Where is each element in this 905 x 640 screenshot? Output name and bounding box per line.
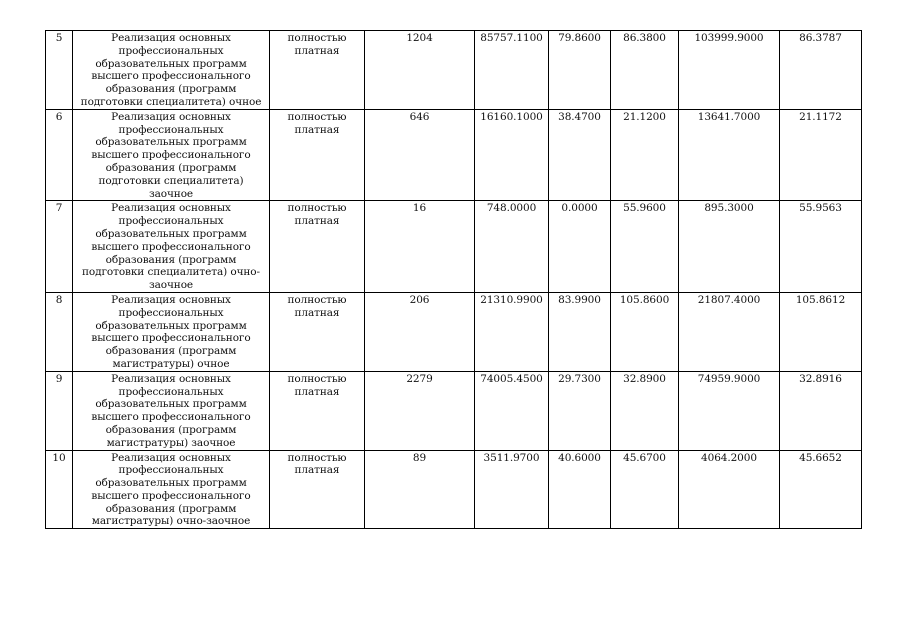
row-number-cell: 7 xyxy=(46,201,73,293)
payment-type-cell: полностью платная xyxy=(270,292,365,371)
service-name-cell: Реализация основных профессиональных образовательных программ высшего профессионального образования (программ магистратуры) заочное xyxy=(73,371,270,450)
value-cell-5: 13641.7000 xyxy=(679,109,780,201)
row-number-cell: 5 xyxy=(46,31,73,110)
value-cell-1: 646 xyxy=(365,109,475,201)
value-cell-1: 16 xyxy=(365,201,475,293)
value-cell-6: 55.9563 xyxy=(780,201,862,293)
value-cell-6: 45.6652 xyxy=(780,450,862,529)
row-number-cell: 8 xyxy=(46,292,73,371)
value-cell-2: 3511.9700 xyxy=(475,450,549,529)
value-cell-5: 895.3000 xyxy=(679,201,780,293)
value-cell-4: 55.9600 xyxy=(611,201,679,293)
table-row xyxy=(46,371,862,450)
value-cell-4: 21.1200 xyxy=(611,109,679,201)
value-cell-5: 21807.4000 xyxy=(679,292,780,371)
value-cell-3: 0.0000 xyxy=(549,201,611,293)
payment-type-cell: полностью платная xyxy=(270,109,365,201)
value-cell-2: 748.0000 xyxy=(475,201,549,293)
payment-type-cell: полностью платная xyxy=(270,201,365,293)
value-cell-4: 32.8900 xyxy=(611,371,679,450)
service-name-cell: Реализация основных профессиональных образовательных программ высшего профессионального образования (программ подготовки специалитета) заочное xyxy=(73,109,270,201)
payment-type-cell: полностью платная xyxy=(270,31,365,110)
value-cell-4: 86.3800 xyxy=(611,31,679,110)
table-row xyxy=(46,292,862,371)
service-name-cell: Реализация основных профессиональных образовательных программ высшего профессионального образования (программ подготовки специалитета) очно-заочное xyxy=(73,201,270,293)
value-cell-3: 79.8600 xyxy=(549,31,611,110)
value-cell-2: 85757.1100 xyxy=(475,31,549,110)
value-cell-6: 86.3787 xyxy=(780,31,862,110)
service-name-cell: Реализация основных профессиональных образовательных программ высшего профессионального образования (программ магистратуры) очное xyxy=(73,292,270,371)
table-row xyxy=(46,109,862,201)
value-cell-4: 105.8600 xyxy=(611,292,679,371)
table-row xyxy=(46,201,862,293)
value-cell-5: 74959.9000 xyxy=(679,371,780,450)
value-cell-6: 21.1172 xyxy=(780,109,862,201)
service-name-cell: Реализация основных профессиональных образовательных программ высшего профессионального образования (программ магистратуры) очно-заочное xyxy=(73,450,270,529)
value-cell-3: 83.9900 xyxy=(549,292,611,371)
value-cell-3: 29.7300 xyxy=(549,371,611,450)
value-cell-2: 21310.9900 xyxy=(475,292,549,371)
payment-type-cell: полностью платная xyxy=(270,450,365,529)
value-cell-5: 103999.9000 xyxy=(679,31,780,110)
services-table xyxy=(45,30,862,529)
row-number-cell: 10 xyxy=(46,450,73,529)
value-cell-5: 4064.2000 xyxy=(679,450,780,529)
value-cell-6: 105.8612 xyxy=(780,292,862,371)
value-cell-1: 89 xyxy=(365,450,475,529)
row-number-cell: 9 xyxy=(46,371,73,450)
row-number-cell: 6 xyxy=(46,109,73,201)
value-cell-3: 38.4700 xyxy=(549,109,611,201)
value-cell-4: 45.6700 xyxy=(611,450,679,529)
table-row xyxy=(46,31,862,110)
value-cell-1: 2279 xyxy=(365,371,475,450)
value-cell-1: 206 xyxy=(365,292,475,371)
service-name-cell: Реализация основных профессиональных образовательных программ высшего профессионального образования (программ подготовки специалитета) очное xyxy=(73,31,270,110)
payment-type-cell: полностью платная xyxy=(270,371,365,450)
value-cell-2: 74005.4500 xyxy=(475,371,549,450)
value-cell-6: 32.8916 xyxy=(780,371,862,450)
value-cell-3: 40.6000 xyxy=(549,450,611,529)
value-cell-1: 1204 xyxy=(365,31,475,110)
table-row xyxy=(46,450,862,529)
value-cell-2: 16160.1000 xyxy=(475,109,549,201)
